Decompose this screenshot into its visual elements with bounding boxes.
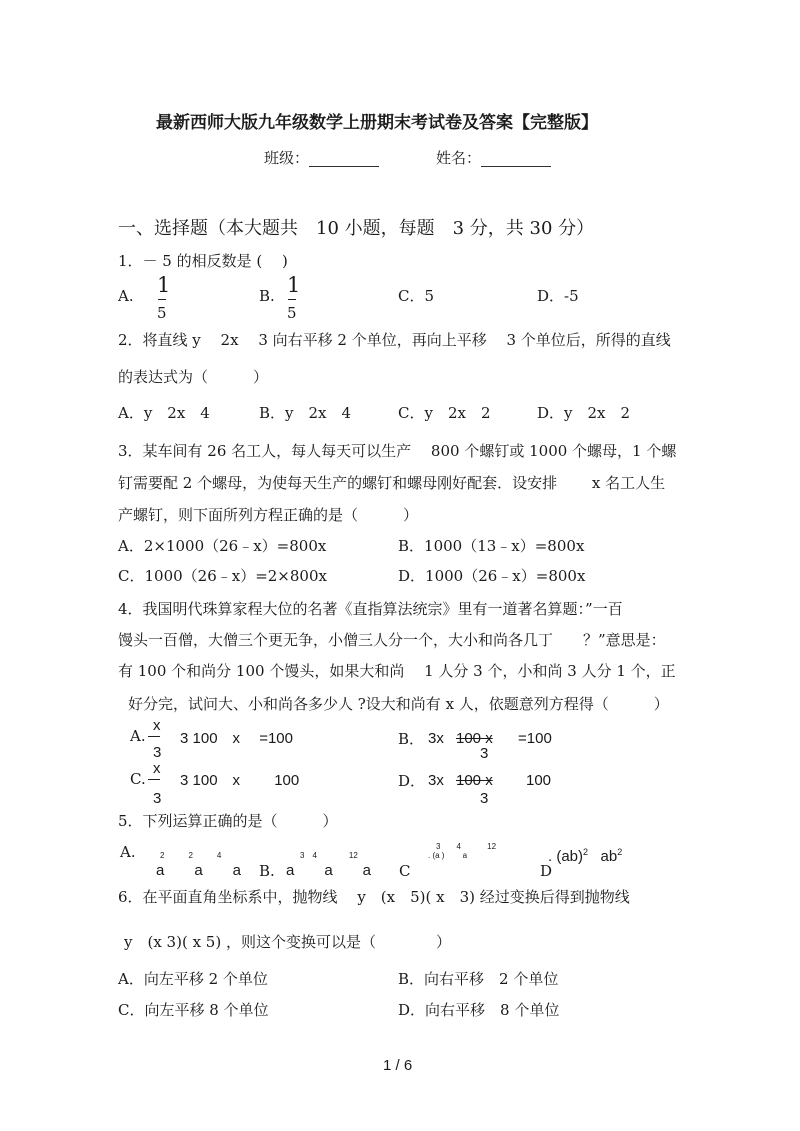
q3-stem-line2: 钉需要配 2 个螺母，为使每天生产的螺钉和螺母刚好配套．设安排 x 名工人生 [118, 474, 666, 492]
q3-stem-line1: 3．某车间有 26 名工人，每人每天可以生产 800 个螺钉或 1000 个螺母，1 个螺 [118, 442, 677, 460]
q4-stem-line4: 好分完，试问大、小和尚各多少人 ?设大和尚有 x 人，依题意列方程得（ ） [128, 695, 669, 713]
q5-option-c-label[interactable]: C [399, 862, 411, 880]
page-title: 最新西师大版九年级数学上册期末考试卷及答案【完整版】 [156, 113, 598, 133]
q5-d-rhs: ab [600, 848, 618, 865]
q4-a-rest: 3 100 x =100 [180, 730, 293, 747]
q4-c-rest: 3 100 x 100 [180, 772, 300, 789]
q6-option-b[interactable]: B．向右平移 2 个单位 [398, 970, 559, 988]
section-heading: 一、选择题（本大题共 10 小题，每题 3 分，共 30 分） [118, 218, 595, 239]
q6-stem-line1: 6．在平面直角坐标系中，抛物线 y (x 5)( x 3) 经过变换后得到抛物线 [118, 888, 630, 906]
q1-a-numerator: 1 [157, 273, 171, 297]
q4-option-b-label[interactable]: B． [398, 730, 425, 748]
q5-a-exponents: 2 2 4 [160, 851, 222, 860]
q4-option-c-label[interactable]: C. [130, 770, 146, 788]
q4-b-numerator: 100 x [456, 730, 493, 747]
q5-c-exponents: 3 4 12 [436, 842, 497, 851]
q1-b-denominator: 5 [287, 304, 297, 322]
q4-c-denominator: 3 [153, 790, 162, 807]
q5-option-a-label[interactable]: A. [120, 843, 136, 861]
q4-d-denominator: 3 [480, 790, 489, 807]
q1-option-b-label[interactable]: B. [259, 287, 275, 305]
q4-option-a-label[interactable]: A. [130, 727, 146, 745]
q4-b-prefix: 3x [428, 730, 444, 747]
q2-option-a[interactable]: A．y 2x 4 [118, 404, 210, 422]
q1-option-d[interactable]: D．-5 [537, 287, 579, 305]
name-field [436, 149, 551, 167]
q4-b-rest: =100 [518, 730, 552, 747]
name-label: 姓名： [436, 149, 482, 167]
q3-option-b[interactable]: B．1000（13﹣x）=800x [398, 537, 585, 555]
q2-stem-line2: 的表达式为（ ） [118, 368, 269, 386]
class-field [264, 149, 379, 167]
q1-option-a-label[interactable]: A. [118, 287, 134, 305]
q4-stem-line2: 馒头一百僧，大僧三个更无争，小僧三人分一个，大小和尚各几丁 ？”意思是： [118, 631, 666, 649]
q6-option-a[interactable]: A．向左平移 2 个单位 [118, 970, 268, 988]
q2-option-d[interactable]: D．y 2x 2 [537, 404, 631, 422]
q5-b-bases: a a a [286, 862, 372, 879]
q5-d-lhs: . (ab) [548, 848, 584, 865]
q1-a-denominator: 5 [157, 304, 167, 322]
q1-b-fraction-bar [288, 299, 296, 300]
q4-d-numerator: 100 x [456, 772, 493, 789]
q5-b-exponents: 3 4 12 [300, 851, 358, 860]
q5-d-expression [548, 843, 622, 866]
q3-option-d[interactable]: D．1000（26﹣x）=800x [398, 567, 586, 585]
name-blank[interactable] [481, 152, 551, 167]
q1-option-c[interactable]: C．5 [398, 287, 435, 305]
q4-stem-line3: 有 100 个和尚分 100 个馒头，如果大和尚 1 人分 3 个，小和尚 3 人分 1 个，正 [118, 662, 676, 680]
q6-option-d[interactable]: D．向右平移 8 个单位 [398, 1001, 560, 1019]
q2-option-b[interactable]: B．y 2x 4 [259, 404, 352, 422]
page-number: 1 / 6 [383, 1057, 413, 1074]
q5-d-rhs-exponent: 2 [617, 847, 623, 857]
q5-c-expression: . (a ) a [428, 851, 468, 860]
q1-a-fraction-bar [158, 299, 166, 300]
q4-d-prefix: 3x [428, 772, 444, 789]
q4-c-numerator: x [153, 760, 161, 777]
q5-option-b-label[interactable]: B. [259, 862, 275, 880]
q2-stem-line1: 2．将直线 y 2x 3 向右平移 2 个单位，再向上平移 3 个单位后，所得的直线 [118, 331, 671, 349]
q3-option-a[interactable]: A．2×1000（26﹣x）=800x [118, 537, 327, 555]
q5-option-d-label[interactable]: D [540, 862, 553, 880]
q5-stem: 5．下列运算正确的是（ ） [118, 812, 338, 830]
q5-d-lhs-exponent: 2 [583, 847, 589, 857]
q4-a-fraction-bar [148, 736, 160, 737]
q4-c-fraction-bar [148, 779, 160, 780]
q5-a-bases: a a a [156, 862, 242, 879]
q4-a-denominator: 3 [153, 744, 162, 761]
q1-stem: 1．－ 5 的相反数是 ( ) [118, 252, 288, 270]
q6-stem-line2: y (x 3)( x 5) ，则这个变换可以是（ ） [124, 933, 451, 951]
q3-stem-line3: 产螺钉，则下面所列方程正确的是（ ） [118, 506, 419, 524]
q4-stem-line1: 4．我国明代珠算家程大位的名著《直指算法统宗》里有一道著名算题：”一百 [118, 600, 623, 618]
class-blank[interactable] [309, 152, 379, 167]
q3-option-c[interactable]: C．1000（26﹣x）=2×800x [118, 567, 327, 585]
q4-d-rest: 100 [526, 772, 552, 789]
class-label: 班级： [264, 149, 310, 167]
q4-b-denominator: 3 [480, 745, 489, 762]
q4-a-numerator: x [153, 717, 161, 734]
q4-option-d-label[interactable]: D． [398, 772, 426, 790]
q6-option-c[interactable]: C．向左平移 8 个单位 [118, 1001, 269, 1019]
q1-b-numerator: 1 [287, 273, 301, 297]
q2-option-c[interactable]: C．y 2x 2 [398, 404, 491, 422]
